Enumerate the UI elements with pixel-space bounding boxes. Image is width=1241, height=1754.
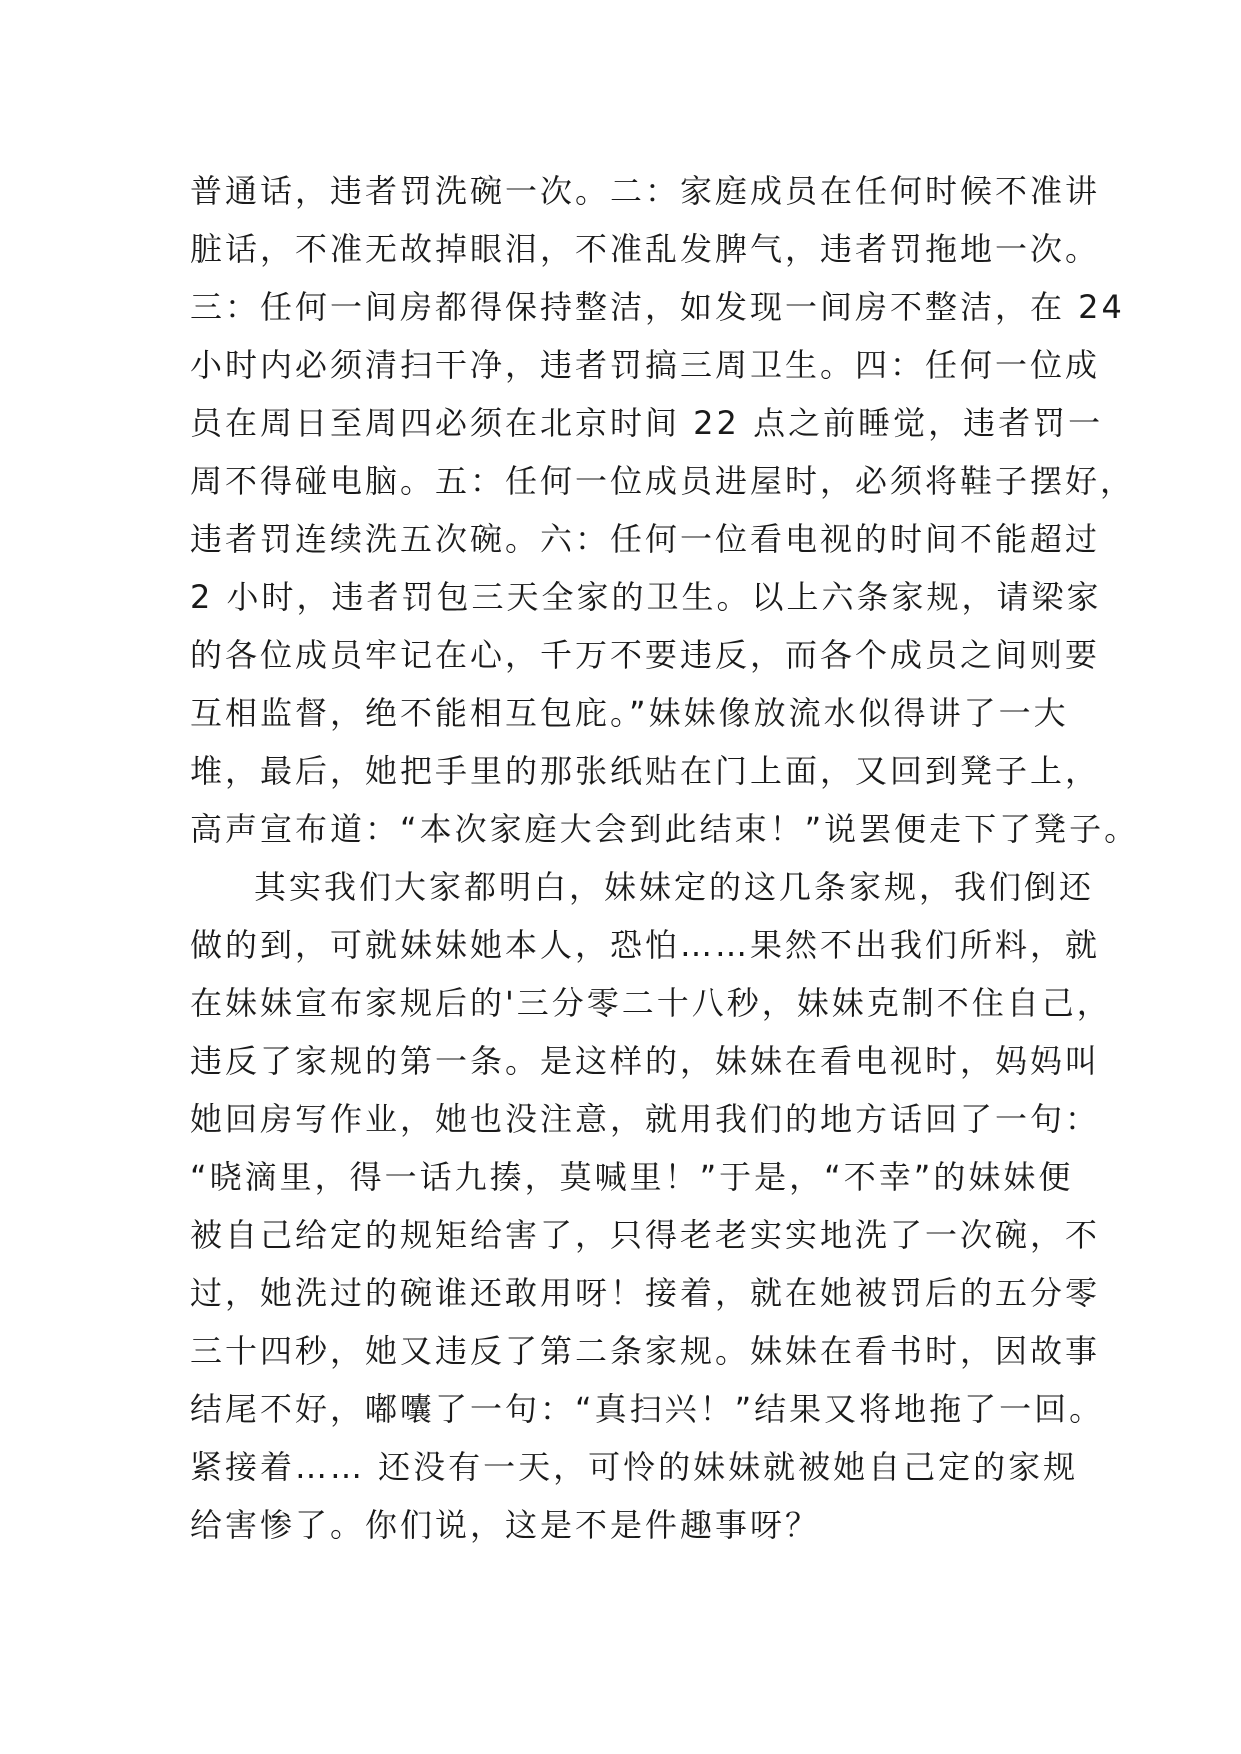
text-line: 员在周日至周四必须在北京时间 22 点之前睡觉，违者罚一 [190,404,1104,442]
text-line: 三十四秒，她又违反了第二条家规。妹妹在看书时，因故事 [190,1332,1101,1370]
text-line: 做的到，可就妹妹她本人，恐怕……果然不出我们所料，就 [190,926,1101,964]
text-line: 高声宣布道：“本次家庭大会到此结束！”说罢便走下了凳子。 [190,810,1140,848]
text-line: 互相监督，绝不能相互包庇。”妹妹像放流水似得讲了一大 [190,694,1069,732]
text-line: 被自己给定的规矩给害了，只得老老实实地洗了一次碗，不 [190,1216,1101,1254]
text-line: 过，她洗过的碗谁还敢用呀！接着，就在她被罚后的五分零 [190,1274,1101,1312]
text-line: 紧接着…… 还没有一天，可怜的妹妹就被她自己定的家规 [190,1448,1079,1486]
text-line: 脏话，不准无故掉眼泪，不准乱发脾气，违者罚拖地一次。 [190,230,1101,268]
text-line: 违反了家规的第一条。是这样的，妹妹在看电视时，妈妈叫 [190,1042,1101,1080]
text-line: 小时内必须清扫干净，违者罚搞三周卫生。四：任何一位成 [190,346,1101,384]
text-line: 给害惨了。你们说，这是不是件趣事呀？ [190,1506,821,1544]
paragraph-start-line: 其实我们大家都明白，妹妹定的这几条家规，我们倒还 [254,868,1095,906]
text-line: 堆，最后，她把手里的那张纸贴在门上面，又回到凳子上， [190,752,1101,790]
text-line: 在妹妹宣布家规后的'三分零二十八秒，妹妹克制不住自己， [190,984,1112,1022]
text-line: 周不得碰电脑。五：任何一位成员进屋时，必须将鞋子摆好， [190,462,1136,500]
text-line: 2 小时，违者罚包三天全家的卫生。以上六条家规，请梁家 [190,578,1102,616]
text-line: 三：任何一间房都得保持整洁，如发现一间房不整洁，在 24 [190,288,1125,326]
text-line: 结尾不好，嘟囔了一句：“真扫兴！”结果又将地拖了一回。 [190,1390,1105,1428]
text-line: 普通话，违者罚洗碗一次。二：家庭成员在任何时候不准讲 [190,172,1101,210]
text-line: 她回房写作业，她也没注意，就用我们的地方话回了一句： [190,1100,1101,1138]
text-line: 的各位成员牢记在心，千万不要违反，而各个成员之间则要 [190,636,1101,674]
body-text [190,162,1140,1554]
text-line: “晓滴里，得一话九揍，莫喊里！”于是，“不幸”的妹妹便 [190,1158,1074,1196]
text-line: 违者罚连续洗五次碗。六：任何一位看电视的时间不能超过 [190,520,1101,558]
